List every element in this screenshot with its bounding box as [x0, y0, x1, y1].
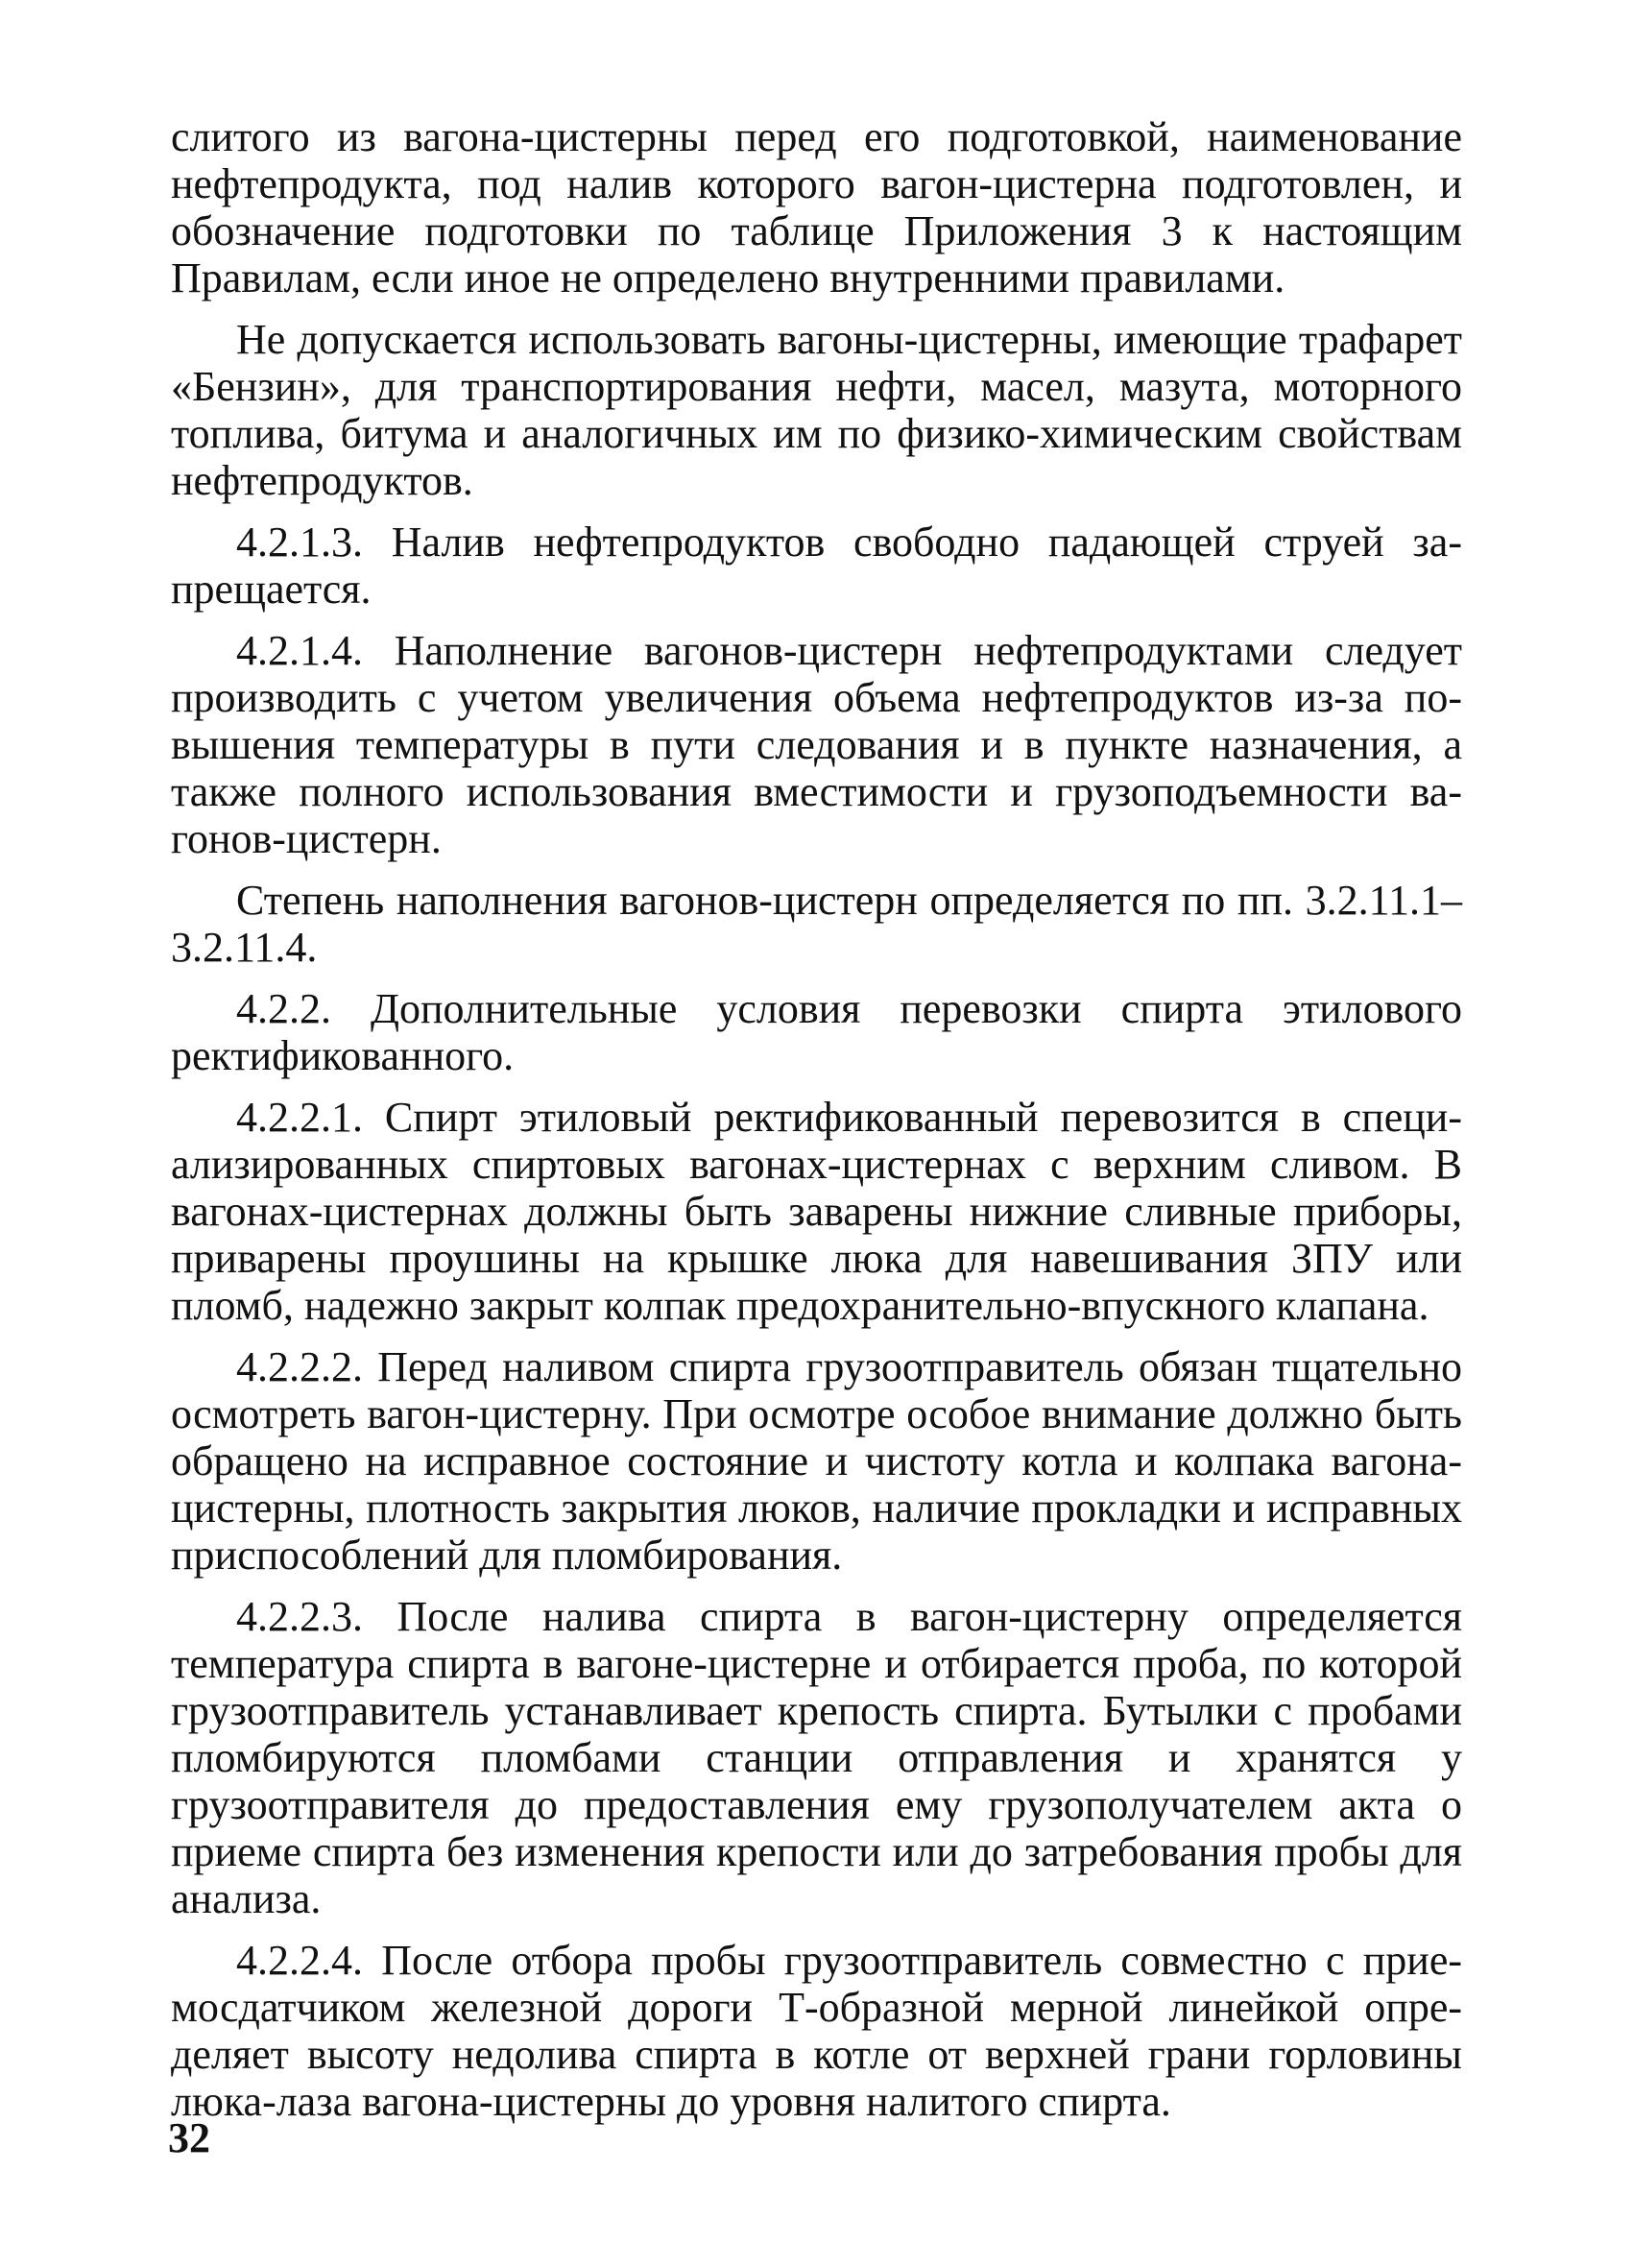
paragraph-benzin-stencil: Не допускается использовать вагоны-цистерны, имеющие трафарет «Бензин», для транспортирования нефти, масел, мазута, моторного топлива, битума и аналогичных им по физико-химическим свойствам нефтепродуктов. — [171, 316, 1462, 504]
page-number: 32 — [168, 2114, 210, 2161]
paragraph-4-2-2: 4.2.2. Дополнительные условия перевозки спирта этилового ректификованного. — [171, 985, 1462, 1079]
page-body — [171, 113, 1462, 2139]
paragraph-4-2-2-1: 4.2.2.1. Спирт этиловый ректификованный перевозится в специализированных спиртовых вагонах-цистернах с верхним сливом. В вагонах-цистернах должны быть заварены нижние сливные приборы, приварены проушины на крышке люка для навешивания ЗПУ или пломб, надежно закрыт колпак предохранительно-впускного клапана. — [171, 1094, 1462, 1329]
paragraph-continuation: слитого из вагона-цистерны перед его подготовкой, наименование нефтепродукта, под налив которого вагон-цистерна подготовлен, и обозначение подготовки по таблице Приложения 3 к настоящим Правилам, если иное не определено внутренними правилами. — [171, 113, 1462, 302]
paragraph-4-2-1-4: 4.2.1.4. Наполнение вагонов-цистерн нефтепродуктами следует производить с учетом увеличения объема нефтепродуктов из-за повышения температуры в пути следования и в пункте назначения, а также полного использования вместимости и грузоподъемности вагонов-цистерн. — [171, 627, 1462, 862]
paragraph-4-2-2-4: 4.2.2.4. После отбора пробы грузоотправитель совместно с приемосдатчиком железной дороги Т-образной мерной линейкой определяет высоту недолива спирта в котле от верхней грани горловины люка-лаза вагона-цистерны до уровня налитого спирта. — [171, 1937, 1462, 2125]
paragraph-fill-degree: Степень наполнения вагонов-цистерн определяется по пп. 3.2.11.1–3.2.11.4. — [171, 877, 1462, 971]
paragraph-4-2-1-3: 4.2.1.3. Налив нефтепродуктов свободно падающей струей запрещается. — [171, 519, 1462, 613]
paragraph-4-2-2-3: 4.2.2.3. После налива спирта в вагон-цистерну определяется температура спирта в вагоне-цистерне и отбирается проба, по которой грузоотправитель устанавливает крепость спирта. Бутылки с пробами пломбируются пломбами станции отправления и хранятся у грузоотправителя до предоставления ему грузополучателем акта о приеме спирта без изменения крепости или до затребования пробы для анализа. — [171, 1593, 1462, 1922]
paragraph-4-2-2-2: 4.2.2.2. Перед наливом спирта грузоотправитель обязан тщательно осмотреть вагон-цистерну. При осмотре особое внимание должно быть обращено на исправное состояние и чистоту котла и колпака вагона-цистерны, плотность закрытия люков, наличие прокладки и исправных приспособлений для пломбирования. — [171, 1343, 1462, 1579]
